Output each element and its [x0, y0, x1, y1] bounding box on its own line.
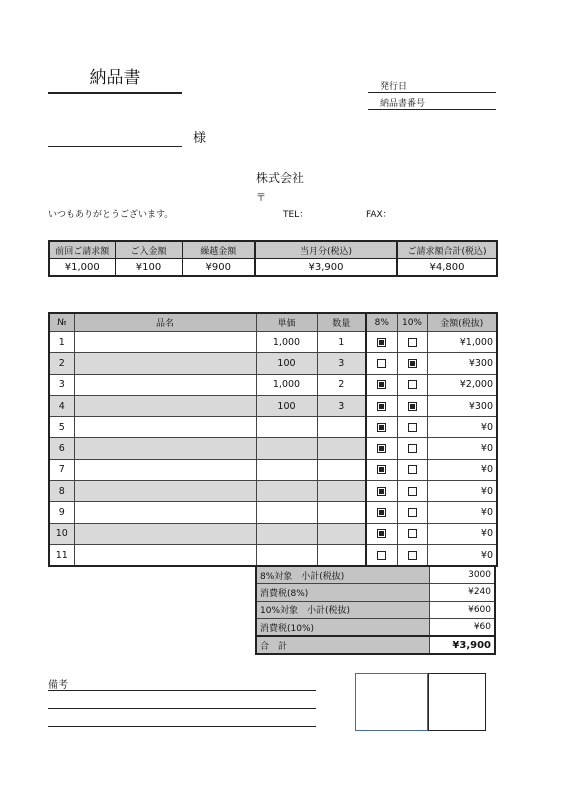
totals-value: 3000 [430, 566, 496, 584]
stamp-box-1 [355, 673, 428, 731]
rate10-checkbox[interactable] [408, 338, 417, 347]
rate10-checkbox[interactable] [408, 551, 417, 560]
unit-price-cell[interactable] [256, 459, 317, 480]
totals-row [256, 601, 495, 618]
rate8-cell [366, 417, 397, 438]
rate8-checkbox[interactable] [377, 508, 386, 517]
quantity-cell[interactable] [317, 459, 366, 480]
rate8-cell [366, 523, 397, 544]
rate10-cell [397, 395, 427, 416]
quantity-cell[interactable]: 3 [317, 395, 366, 416]
item-name-cell[interactable] [74, 502, 256, 523]
issue-date-label: 発行日 [380, 82, 408, 92]
rate10-cell [397, 438, 427, 459]
item-name-cell[interactable] [74, 481, 256, 502]
col-header-no: № [49, 313, 74, 332]
greeting-text: いつもありがとうございます。 [48, 210, 174, 220]
rate8-checkbox[interactable] [377, 338, 386, 347]
table-row [49, 502, 497, 523]
quantity-cell[interactable] [317, 544, 366, 566]
item-name-cell[interactable] [74, 353, 256, 374]
rate10-checkbox[interactable] [408, 402, 417, 411]
row-number: 3 [49, 374, 74, 395]
table-row [49, 438, 497, 459]
recipient-name-field[interactable] [48, 130, 182, 147]
rate8-cell [366, 544, 397, 566]
amount-cell: ¥0 [427, 481, 497, 502]
fax-label: FAX： [366, 210, 392, 220]
rate8-checkbox[interactable] [377, 423, 386, 432]
quantity-cell[interactable] [317, 438, 366, 459]
unit-price-cell[interactable] [256, 438, 317, 459]
doc-number-label: 納品書番号 [380, 99, 426, 109]
quantity-cell[interactable] [317, 481, 366, 502]
col-header-rate8: 8% [366, 313, 397, 332]
billing-summary-table [48, 240, 498, 277]
rate8-cell [366, 374, 397, 395]
row-number: 10 [49, 523, 74, 544]
issue-date-field[interactable] [368, 81, 496, 93]
rate10-checkbox[interactable] [408, 508, 417, 517]
row-number: 11 [49, 544, 74, 566]
col-header-quantity: 数量 [317, 313, 366, 332]
item-name-cell[interactable] [74, 374, 256, 395]
totals-value: ¥240 [430, 584, 496, 601]
rate8-checkbox[interactable] [377, 444, 386, 453]
quantity-cell[interactable] [317, 523, 366, 544]
quantity-cell[interactable]: 3 [317, 353, 366, 374]
rate8-cell [366, 395, 397, 416]
col-header-rate10: 10% [397, 313, 427, 332]
remarks-line-2[interactable] [48, 708, 316, 709]
honorific: 様 [193, 131, 207, 146]
totals-row [256, 566, 495, 584]
item-name-cell[interactable] [74, 332, 256, 353]
quantity-cell[interactable]: 2 [317, 374, 366, 395]
totals-label: 10%対象 小計(税抜) [256, 601, 430, 618]
totals-value: ¥600 [430, 601, 496, 618]
totals-row [256, 618, 495, 636]
rate10-cell [397, 481, 427, 502]
row-number: 5 [49, 417, 74, 438]
rate10-checkbox[interactable] [408, 380, 417, 389]
summary-value-previous: ¥1,000 [49, 259, 115, 277]
rate8-checkbox[interactable] [377, 551, 386, 560]
summary-header-current: 当月分(税込) [255, 241, 397, 259]
unit-price-cell[interactable]: 1,000 [256, 374, 317, 395]
table-row [49, 332, 497, 353]
unit-price-cell[interactable] [256, 523, 317, 544]
summary-value-row [49, 259, 497, 277]
document-title [48, 66, 182, 94]
item-name-cell[interactable] [74, 438, 256, 459]
item-name-cell[interactable] [74, 459, 256, 480]
rate10-cell [397, 332, 427, 353]
col-header-amount: 金額(税抜) [427, 313, 497, 332]
rate10-cell [397, 417, 427, 438]
col-header-name: 品名 [74, 313, 256, 332]
totals-value: ¥3,900 [430, 636, 496, 654]
amount-cell: ¥0 [427, 417, 497, 438]
summary-value-current: ¥3,900 [255, 259, 397, 277]
row-number: 8 [49, 481, 74, 502]
document-title-text: 納品書 [89, 68, 141, 88]
totals-row [256, 636, 495, 654]
item-name-cell[interactable] [74, 523, 256, 544]
amount-cell: ¥300 [427, 395, 497, 416]
summary-header-previous: 前回ご請求額 [49, 241, 115, 259]
rate10-checkbox[interactable] [408, 465, 417, 474]
summary-header-payment: ご入金額 [115, 241, 182, 259]
table-row [49, 353, 497, 374]
rate8-cell [366, 353, 397, 374]
item-name-cell[interactable] [74, 544, 256, 566]
row-number: 4 [49, 395, 74, 416]
rate10-checkbox[interactable] [408, 529, 417, 538]
rate10-checkbox[interactable] [408, 444, 417, 453]
summary-value-payment: ¥100 [115, 259, 182, 277]
quantity-cell[interactable]: 1 [317, 332, 366, 353]
unit-price-cell[interactable] [256, 417, 317, 438]
rate8-checkbox[interactable] [377, 402, 386, 411]
item-name-cell[interactable] [74, 417, 256, 438]
items-table [48, 312, 498, 567]
quantity-cell[interactable] [317, 502, 366, 523]
rate8-cell [366, 459, 397, 480]
row-number: 1 [49, 332, 74, 353]
remarks-line-1[interactable] [48, 690, 316, 691]
table-row [49, 374, 497, 395]
remarks-line-3[interactable] [48, 726, 316, 727]
unit-price-cell[interactable] [256, 502, 317, 523]
table-row [49, 481, 497, 502]
table-row [49, 417, 497, 438]
rate8-checkbox[interactable] [377, 487, 386, 496]
summary-header-row [49, 241, 497, 259]
totals-value: ¥60 [430, 618, 496, 636]
totals-table [255, 565, 496, 655]
rate8-checkbox[interactable] [377, 465, 386, 474]
amount-cell: ¥0 [427, 459, 497, 480]
rate8-checkbox[interactable] [377, 380, 386, 389]
totals-label: 消費税(10%) [256, 618, 430, 636]
rate8-cell [366, 502, 397, 523]
postal-mark: 〒 [256, 193, 266, 204]
unit-price-cell[interactable] [256, 544, 317, 566]
unit-price-cell[interactable]: 100 [256, 395, 317, 416]
summary-header-carryover: 繰越金額 [182, 241, 255, 259]
rate8-cell [366, 481, 397, 502]
rate10-cell [397, 353, 427, 374]
amount-cell: ¥0 [427, 502, 497, 523]
row-number: 7 [49, 459, 74, 480]
summary-value-total: ¥4,800 [397, 259, 497, 277]
rate10-cell [397, 459, 427, 480]
unit-price-cell[interactable] [256, 481, 317, 502]
row-number: 2 [49, 353, 74, 374]
amount-cell: ¥300 [427, 353, 497, 374]
rate8-checkbox[interactable] [377, 529, 386, 538]
amount-cell: ¥0 [427, 523, 497, 544]
rate10-cell [397, 544, 427, 566]
stamp-box-2 [428, 673, 486, 731]
amount-cell: ¥2,000 [427, 374, 497, 395]
item-name-cell[interactable] [74, 395, 256, 416]
amount-cell: ¥0 [427, 438, 497, 459]
summary-header-total: ご請求額合計(税込) [397, 241, 497, 259]
rate10-cell [397, 502, 427, 523]
summary-value-carryover: ¥900 [182, 259, 255, 277]
col-header-unit-price: 単価 [256, 313, 317, 332]
table-row [49, 395, 497, 416]
row-number: 6 [49, 438, 74, 459]
totals-row [256, 584, 495, 601]
totals-label: 消費税(8%) [256, 584, 430, 601]
table-row [49, 459, 497, 480]
rate10-checkbox[interactable] [408, 423, 417, 432]
rate8-cell [366, 332, 397, 353]
unit-price-cell[interactable]: 1,000 [256, 332, 317, 353]
unit-price-cell[interactable]: 100 [256, 353, 317, 374]
rate8-cell [366, 438, 397, 459]
amount-cell: ¥1,000 [427, 332, 497, 353]
rate8-checkbox[interactable] [377, 359, 386, 368]
rate10-cell [397, 374, 427, 395]
row-number: 9 [49, 502, 74, 523]
table-row [49, 523, 497, 544]
doc-number-field[interactable] [368, 98, 496, 110]
totals-label: 合 計 [256, 636, 430, 654]
sender-company: 株式会社 [256, 171, 305, 185]
quantity-cell[interactable] [317, 417, 366, 438]
totals-label: 8%対象 小計(税抜) [256, 566, 430, 584]
tel-label: TEL： [283, 210, 309, 220]
remarks-label: 備考 [48, 680, 68, 691]
amount-cell: ¥0 [427, 544, 497, 566]
rate10-checkbox[interactable] [408, 359, 417, 368]
items-header-row [49, 313, 497, 332]
rate10-cell [397, 523, 427, 544]
table-row [49, 544, 497, 566]
rate10-checkbox[interactable] [408, 487, 417, 496]
